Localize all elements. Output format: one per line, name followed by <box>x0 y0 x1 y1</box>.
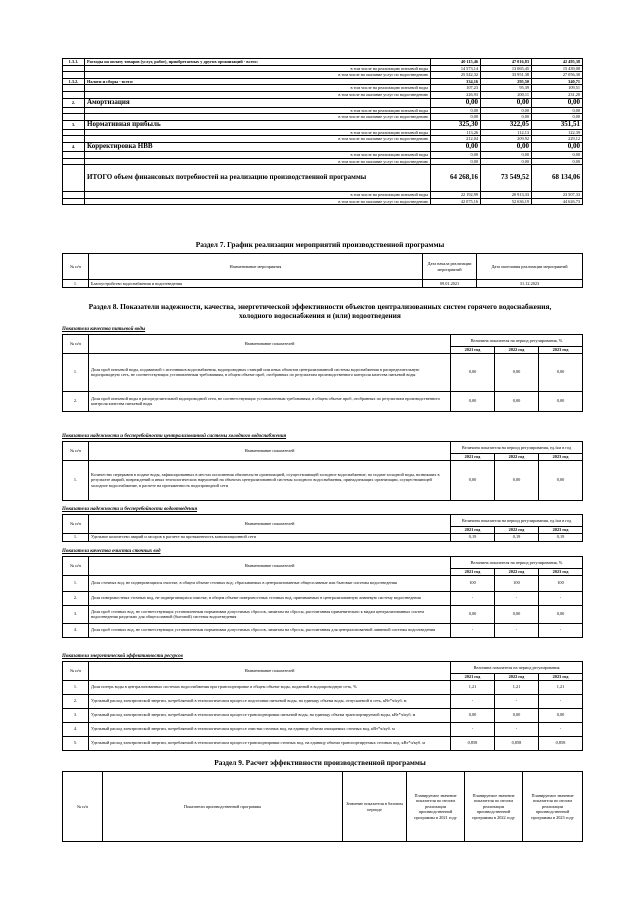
row-num: 2. <box>63 694 89 708</box>
row-label: Расходы на оплату товаров (услуг, работ), приобретаемых у других организаций - всего: <box>85 59 431 66</box>
row-value-2023: 27 056,30 <box>532 72 583 79</box>
year-2021: 2021 год <box>451 569 495 576</box>
year-2023: 2023 год <box>539 569 583 576</box>
row-value-2021: 0,00 <box>431 158 481 165</box>
row-code <box>63 107 85 114</box>
row-label: в том числе на оказание услуг по водоотведению <box>85 114 431 121</box>
table-row <box>63 65 583 72</box>
row-name: Доля проб питьевой воды, подаваемой с источников водоснабжения, водопроводных станций или иных объектов централизованной системы водоснабжения в распределительную водопроводную сеть, не соответствующих установленным требованиям, в общем объеме проб, отобранных по результатам производственного контроля качества питьевой воды <box>89 353 451 391</box>
row-label: в том числе на реализацию питьевой воды <box>85 151 431 158</box>
s8-t1-heading: Показатели качества питьевой воды <box>62 327 146 332</box>
row-value-2021: 0,00 <box>451 391 495 411</box>
row-value-2022: 100 <box>495 575 539 591</box>
row-label: в том числе на реализацию питьевой воды <box>85 107 431 114</box>
row-value-2021: 0,858 <box>451 736 495 750</box>
section-9-title: Раздел 9. Расчет эффективности производственной программы <box>214 758 426 767</box>
table-row <box>63 59 583 66</box>
table-row <box>63 694 583 708</box>
row-name: Удельный расход электрической энергии, потребляемой в технологическом процессе транспортировки питьевой воды, на единицу объема транспортируемой воды, кВт*ч/куб. м <box>89 708 451 722</box>
row-name: Удельный расход электрической энергии, потребляемой в технологическом процессе транспортировки сточных вод, на единицу объема транспортируемых сточных вод, кВт*ч/куб. м <box>89 736 451 750</box>
table-row <box>63 722 583 736</box>
row-value-2022: 0,00 <box>481 114 532 121</box>
row-value-2021: 325,30 <box>431 120 481 129</box>
row-code <box>63 198 85 205</box>
s8-t2-heading: Показатели надежности и бесперебойности централизованной системы холодного водоснабжения <box>62 434 287 439</box>
row-value-2022: 0,00 <box>481 151 532 158</box>
table-row <box>63 575 583 591</box>
row-value-2021: 14 573,14 <box>431 65 481 72</box>
row-value-2021: 0,00 <box>431 114 481 121</box>
row-num: 1. <box>63 460 89 500</box>
row-value-2023: 351,51 <box>532 120 583 129</box>
row-label: в том числе на оказание услуг по водоотведению <box>85 158 431 165</box>
table-row <box>63 78 583 85</box>
s7-row-name: Благоустройство водоснабжения и водоотведения <box>89 280 423 288</box>
row-value-2021: 42 075,16 <box>431 198 481 205</box>
section-9-table <box>62 771 583 842</box>
row-code <box>63 85 85 92</box>
table-row <box>63 198 583 205</box>
header-row <box>63 557 583 569</box>
row-label: в том числе на реализацию питьевой воды <box>85 129 431 136</box>
table-row <box>63 85 583 92</box>
row-value-2021: 0,00 <box>451 605 495 623</box>
row-value-2023: 0,00 <box>539 353 583 391</box>
s7-header-end: Дата окончания реализации мероприятий <box>477 254 583 280</box>
row-num: 2. <box>63 391 89 411</box>
header-value: Величина показателя на период регулирования, % <box>451 335 583 347</box>
row-value-2021: - <box>451 722 495 736</box>
row-value-2022: 0,00 <box>495 708 539 722</box>
row-value-2023: 100 <box>539 575 583 591</box>
row-value-2023: 0,00 <box>532 98 583 107</box>
row-value-2023: 0,00 <box>532 107 583 114</box>
row-value-2023: 1,21 <box>539 680 583 694</box>
row-label: в том числе на реализацию питьевой воды <box>85 85 431 92</box>
row-value-2023: 122,39 <box>532 129 583 136</box>
row-value-2021: 64 268,16 <box>431 165 481 192</box>
row-value-2021: 113,26 <box>431 129 481 136</box>
table-row <box>63 623 583 637</box>
s9-header-2021: Планируемое значение показателя по итогам реализации производственной программы в 2021 году <box>407 772 465 842</box>
row-value-2021: - <box>451 591 495 605</box>
row-value-2022: 200,11 <box>481 91 532 98</box>
row-value-2023: 44 626,73 <box>532 198 583 205</box>
row-label: в том числе на оказание услуг по водоотведению <box>85 198 431 205</box>
row-num: 3. <box>63 708 89 722</box>
row-value-2022: 209,92 <box>481 136 532 143</box>
financial-needs-table <box>62 58 583 205</box>
year-2022: 2022 год <box>495 527 539 534</box>
section-7-table <box>62 253 583 288</box>
row-value-2023: 0,00 <box>532 142 583 151</box>
row-value-2023: 229,12 <box>532 136 583 143</box>
row-value-2021: 334,16 <box>431 78 481 85</box>
row-name: Количество перерывов в подаче воды, зафиксированных в местах исполнения обязательств организацией, осуществляющей холодное водоснабжение, по подаче холодной воды, возникших в результате аварий, повреждений и иных технологических нарушений на объектах централизованной системы холодного водоснабжения, принадлежащих организации, осуществляющей холодное водоснабжение, в расчете на протяженность водопроводной сети <box>89 460 451 500</box>
s9-header-2022: Планируемое значение показателя по итогам реализации производственной программы в 2022 году <box>465 772 523 842</box>
row-num: 1. <box>63 533 89 541</box>
row-value-2021: 0,00 <box>431 98 481 107</box>
row-name: Доля проб питьевой воды в распределительной водопроводной сети, не соответствующих установленным требованиям, в общем объеме проб, отобранных по результатам производственного контроля качества питьевой воды <box>89 391 451 411</box>
table-row <box>63 391 583 411</box>
year-2022: 2022 год <box>495 674 539 681</box>
header-name: Наименование показателей <box>89 515 451 534</box>
row-code: 1.3.1. <box>63 59 85 66</box>
year-2023: 2023 год <box>539 527 583 534</box>
row-value-2021: 25 542,32 <box>431 72 481 79</box>
row-label: в том числе на реализацию питьевой воды <box>85 65 431 72</box>
row-code <box>63 72 85 79</box>
year-2021: 2021 год <box>451 674 495 681</box>
header-num: № п/п <box>63 515 89 534</box>
row-value-2023: 68 134,06 <box>532 165 583 192</box>
row-code <box>63 158 85 165</box>
row-value-2023: 0,00 <box>532 151 583 158</box>
row-code: 4. <box>63 142 85 151</box>
table-row <box>63 736 583 750</box>
wastewater-quality-table <box>62 556 583 638</box>
row-value-2021: 100 <box>451 575 495 591</box>
row-value-2021: 226,93 <box>431 91 481 98</box>
row-value-2022: 0,00 <box>495 353 539 391</box>
row-value-2022: - <box>495 694 539 708</box>
header-row <box>63 335 583 347</box>
s9-header-2023: Планируемое значение показателя по итогам реализации производственной программы в 2023 году <box>523 772 583 842</box>
table-row <box>63 151 583 158</box>
row-code: 2. <box>63 98 85 107</box>
row-value-2022: 95,39 <box>481 85 532 92</box>
row-value-2022: - <box>495 623 539 637</box>
row-code <box>63 114 85 121</box>
s7-header-name: Наименование мероприятия <box>89 254 423 280</box>
row-value-2021: 0,00 <box>451 708 495 722</box>
table-row <box>63 72 583 79</box>
row-value-2023: 0,858 <box>539 736 583 750</box>
row-value-2021: 0,00 <box>431 142 481 151</box>
row-label: Амортизация <box>85 98 431 107</box>
row-value-2022: 0,00 <box>495 605 539 623</box>
row-value-2021: 107,23 <box>431 85 481 92</box>
row-label: ИТОГО объем финансовых потребностей на реализацию производственной программы <box>85 165 431 192</box>
row-label: Нормативная прибыль <box>85 120 431 129</box>
header-value: Величина показателя на период регулирования, % <box>451 557 583 569</box>
row-value-2023: 0,00 <box>539 460 583 500</box>
row-num: 4. <box>63 722 89 736</box>
row-value-2021: 22 192,99 <box>431 192 481 199</box>
row-code <box>63 65 85 72</box>
header-name: Наименование показателей <box>89 442 451 461</box>
row-code <box>63 192 85 199</box>
header-name: Наименование показателей <box>89 662 451 681</box>
row-value-2023: 0,00 <box>532 158 583 165</box>
row-name: Доля потерь воды в централизованных системах водоснабжения при транспортировке в общем объеме воды, поданной в водопроводную сеть, % <box>89 680 451 694</box>
year-2023: 2023 год <box>539 674 583 681</box>
row-label: Корректировка НВВ <box>85 142 431 151</box>
row-value-2023: 0,19 <box>539 533 583 541</box>
row-num: 5. <box>63 736 89 750</box>
table-row <box>63 605 583 623</box>
row-value-2023: 42 495,38 <box>532 59 583 66</box>
row-value-2023: 0,00 <box>539 605 583 623</box>
row-value-2023: 0,00 <box>539 391 583 411</box>
row-value-2023: 23 507,33 <box>532 192 583 199</box>
row-value-2022: 112,13 <box>481 129 532 136</box>
row-value-2023: 340,71 <box>532 78 583 85</box>
table-row <box>63 708 583 722</box>
row-value-2023: 15 439,08 <box>532 65 583 72</box>
row-num: 1. <box>63 680 89 694</box>
header-value: Величина показателя на период регулирования, ед./км в год <box>451 515 583 527</box>
table-row <box>63 460 583 500</box>
s7-header-start: Дата начала реализации мероприятий <box>423 254 477 280</box>
row-value-2022: 0,00 <box>481 142 532 151</box>
row-num: 4. <box>63 623 89 637</box>
row-value-2021: 1,21 <box>451 680 495 694</box>
row-code: 1.3.2. <box>63 78 85 85</box>
section-8-title: Раздел 8. Показатели надежности, качества, энергетической эффективности объектов централизованных систем горячего водоснабжения, холодного водоснабжения и (или) водоотведения <box>88 302 552 320</box>
year-2021: 2021 год <box>451 347 495 354</box>
header-num: № п/п <box>63 335 89 354</box>
row-code <box>63 136 85 143</box>
s7-header-num: № п/п <box>63 254 89 280</box>
row-name: Удельный расход электрической энергии, потребляемой в технологическом процессе очистки сточных вод, на единицу объема очищаемых сточных вод, кВт*ч/куб. м <box>89 722 451 736</box>
row-value-2022: 73 549,52 <box>481 165 532 192</box>
header-name: Наименование показателей <box>89 557 451 576</box>
row-value-2021: 0,00 <box>451 460 495 500</box>
s7-row-start: 09.01.2021 <box>423 280 477 288</box>
row-value-2022: - <box>495 591 539 605</box>
year-2023: 2023 год <box>539 347 583 354</box>
row-value-2022: 0,00 <box>481 107 532 114</box>
table-row <box>63 165 583 192</box>
table-row <box>63 107 583 114</box>
row-name: Удельное количество аварий и засоров в расчете на протяженность канализационной сети <box>89 533 451 541</box>
header-num: № п/п <box>63 662 89 681</box>
row-value-2021: - <box>451 623 495 637</box>
row-value-2023: 231,20 <box>532 91 583 98</box>
row-value-2022: - <box>495 722 539 736</box>
table-row <box>63 591 583 605</box>
row-value-2021: 0,19 <box>451 533 495 541</box>
section-7-title: Раздел 7. График реализации мероприятий производственной программы <box>195 240 445 249</box>
row-value-2022: 1,21 <box>495 680 539 694</box>
table-row <box>63 680 583 694</box>
row-label: Налоги и сборы - всего: <box>85 78 431 85</box>
row-value-2022: 295,50 <box>481 78 532 85</box>
table-row <box>63 98 583 107</box>
table-row <box>63 353 583 391</box>
row-value-2021: 212,04 <box>431 136 481 143</box>
energy-efficiency-table <box>62 661 583 751</box>
table-row <box>63 142 583 151</box>
row-value-2022: 52 636,19 <box>481 198 532 205</box>
s8-t5-heading: Показатели энергетической эффективности ресурсов <box>62 654 183 659</box>
table-row <box>63 114 583 121</box>
row-num: 2. <box>63 591 89 605</box>
header-value: Величина показателя на период регулирования, ед./км в год <box>451 442 583 454</box>
row-value-2022: 0,00 <box>495 391 539 411</box>
table-row <box>63 91 583 98</box>
row-value-2023: - <box>539 722 583 736</box>
row-value-2022: 322,05 <box>481 120 532 129</box>
row-code <box>63 165 85 192</box>
row-value-2023: - <box>539 591 583 605</box>
row-value-2022: 0,00 <box>495 460 539 500</box>
header-value: Величина показателя на период регулирования <box>451 662 583 674</box>
row-label: в том числе на оказание услуг по водоотведению <box>85 72 431 79</box>
s9-header-num: № п/п <box>63 772 103 842</box>
row-value-2023: 109,51 <box>532 85 583 92</box>
year-2022: 2022 год <box>495 569 539 576</box>
row-code <box>63 151 85 158</box>
row-value-2022: 47 016,83 <box>481 59 532 66</box>
row-num: 1. <box>63 353 89 391</box>
financial-needs-body <box>63 59 583 205</box>
year-2022: 2022 год <box>495 347 539 354</box>
row-name: Доля проб сточных вод, не соответствующих установленным нормативам допустимых сбросов, лимитам на сбросы, рассчитанная применительно к видам централизованных систем водоотведения раздельно для общесплавной (бытовой) системы водоотведения <box>89 605 451 623</box>
row-value-2022: 13 065,45 <box>481 65 532 72</box>
row-label: в том числе на оказание услуг по водоотведению <box>85 136 431 143</box>
table-row <box>63 136 583 143</box>
reliability-sewer-table <box>62 514 583 542</box>
header-num: № п/п <box>63 557 89 576</box>
table-row <box>63 533 583 541</box>
row-value-2022: 20 913,33 <box>481 192 532 199</box>
row-value-2023: - <box>539 694 583 708</box>
row-value-2021: 0,00 <box>431 107 481 114</box>
row-name: Доля поверхностных сточных вод, не подвергающихся очистке, в общем объеме поверхностных сточных вод, принимаемых в централизованную ливневую систему водоотведения <box>89 591 451 605</box>
row-code <box>63 91 85 98</box>
row-code <box>63 129 85 136</box>
s7-row-num: 1. <box>63 280 89 288</box>
row-code: 3. <box>63 120 85 129</box>
row-value-2021: - <box>451 694 495 708</box>
row-value-2021: 0,00 <box>431 151 481 158</box>
row-value-2023: - <box>539 623 583 637</box>
s9-header-name: Показатели производственной программы <box>103 772 343 842</box>
header-num: № п/п <box>63 442 89 461</box>
quality-table <box>62 334 583 412</box>
row-name: Доля сточных вод, не подвергающихся очистке, в общем объеме сточных вод, сбрасываемых в централизованные общесплавные или бытовые системы водоотведения <box>89 575 451 591</box>
table-row <box>63 120 583 129</box>
row-num: 3. <box>63 605 89 623</box>
year-2023: 2023 год <box>539 454 583 461</box>
year-2021: 2021 год <box>451 527 495 534</box>
row-value-2022: 33 951,38 <box>481 72 532 79</box>
table-row <box>63 129 583 136</box>
row-value-2023: 0,00 <box>532 114 583 121</box>
row-label: в том числе на оказание услуг по водоотведению <box>85 91 431 98</box>
header-row <box>63 662 583 674</box>
header-row <box>63 515 583 527</box>
header-name: Наименование показателей <box>89 335 451 354</box>
row-name: Доля проб сточных вод, не соответствующих установленным нормативам допустимых сбросов, лимитам на сбросы, рассчитанная для централизованной ливневой системы водоотведения <box>89 623 451 637</box>
header-row <box>63 442 583 454</box>
row-label: в том числе на реализацию питьевой воды <box>85 192 431 199</box>
row-name: Удельный расход электрической энергии, потребляемой в технологическом процессе подготовки питьевой воды, на единицу объема воды, отпускаемой в сеть, кВт*ч/куб. м <box>89 694 451 708</box>
s8-t3-heading: Показатели надежности и бесперебойности водоотведения <box>62 507 198 512</box>
table-row <box>63 158 583 165</box>
row-value-2022: 0,858 <box>495 736 539 750</box>
row-value-2022: 0,00 <box>481 158 532 165</box>
row-value-2021: 40 115,46 <box>431 59 481 66</box>
row-num: 1. <box>63 575 89 591</box>
s7-row-end: 31.12.2023 <box>477 280 583 288</box>
table-row <box>63 192 583 199</box>
year-2021: 2021 год <box>451 454 495 461</box>
s9-header-base: Значение показателя в базовом периоде <box>343 772 407 842</box>
s8-t4-heading: Показатели качества очистки сточных вод <box>62 549 161 554</box>
reliability-water-table <box>62 441 583 501</box>
row-value-2023: 0,00 <box>539 708 583 722</box>
row-value-2021: 0,00 <box>451 353 495 391</box>
row-value-2022: 0,00 <box>481 98 532 107</box>
year-2022: 2022 год <box>495 454 539 461</box>
row-value-2022: 0,19 <box>495 533 539 541</box>
